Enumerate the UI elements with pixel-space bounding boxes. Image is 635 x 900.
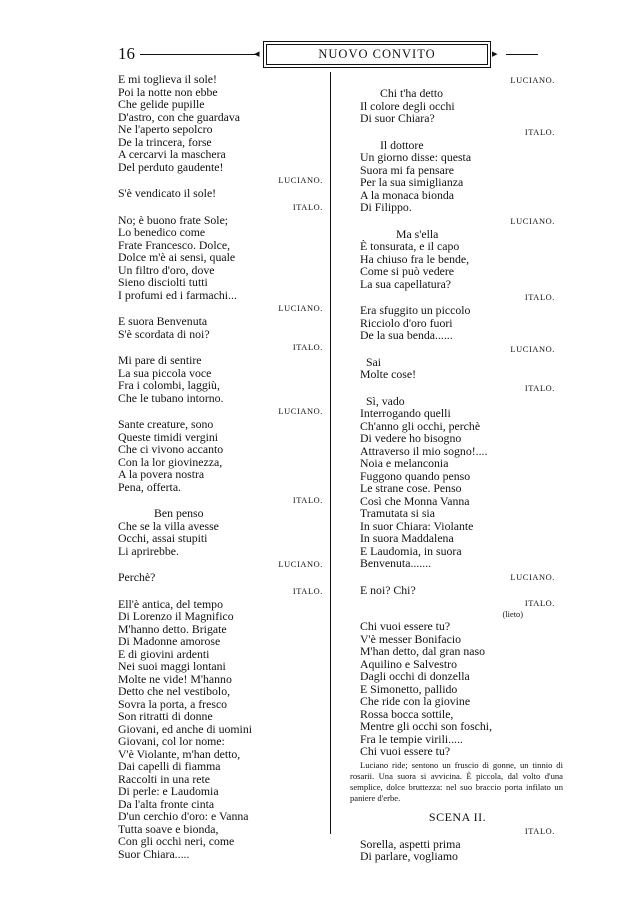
verse-line: Nei suoi maggi lontani [118, 659, 226, 673]
verse-line: Molte ne vide! M'hanno [118, 671, 232, 686]
verse-line: M'han detto, dal gran naso [360, 644, 485, 658]
verse-line: Sovra la porta, a fresco [118, 696, 228, 711]
verse-line: La sua capellatura? [360, 276, 452, 291]
verse-line: Li aprirebbe. [118, 543, 179, 558]
verse-line: Dai capelli di fiamma [118, 759, 221, 773]
verse-line: Ma s'ella [396, 226, 439, 241]
verse-line: Molte cose! [360, 367, 417, 381]
column-divider [330, 72, 331, 834]
verse-line: Per la sua simiglianza [360, 175, 464, 189]
verse-line: Aquilino e Salvestro [360, 656, 457, 671]
page-number: 16 [118, 44, 135, 63]
verse-line: Che se la villa avesse [118, 518, 219, 533]
verse-line: Poi la notte non ebbe [118, 84, 218, 99]
header-rule-right [506, 54, 538, 55]
verse-line: Suor Chiara..... [118, 846, 190, 861]
verse-line: Di vedere ho bisogno [360, 431, 462, 445]
verse-line: Ell'è antica, del tempo [118, 596, 223, 611]
verse-line: Dagli occhi di donzella [360, 669, 470, 683]
verse-line: Fra i colombi, laggiù, [118, 378, 220, 392]
verse-line: Perchè? [118, 570, 156, 584]
verse-line: E Laudomia, in suora [360, 543, 462, 558]
verse-line: Sai [366, 354, 382, 369]
speaker-name: ITALO. [292, 202, 323, 212]
verse-line: Attraverso il mio sogno!.... [360, 443, 488, 458]
verse-line: Un filtro d'oro, dove [118, 262, 215, 277]
verse-line: Di Filippo. [360, 200, 412, 214]
verse-line: Queste timidi vergini [118, 429, 219, 444]
verse-line: In suor Chiara: Violante [360, 518, 474, 533]
verse-line: Come si può vedere [360, 264, 455, 278]
verse-line: Con gli occhi neri, come [118, 834, 235, 848]
verse-line: Un giorno disse: questa [360, 150, 472, 164]
speaker-name: ITALO. [292, 586, 323, 596]
speaker-name: ITALO. [524, 383, 555, 393]
verse-line: A la monaca bionda [360, 187, 455, 202]
speaker-name: ITALO. [524, 127, 555, 137]
speaker-name: LUCIANO. [510, 344, 555, 354]
speaker-name: LUCIANO. [278, 176, 323, 185]
verse-line: V'è Violante, m'han detto, [118, 746, 241, 761]
verse-line: S'è scordata di noi? [118, 326, 210, 341]
speaker-name: LUCIANO. [278, 560, 323, 569]
stage-direction-note: (lieto) [502, 610, 523, 619]
verse-line: Da l'alta fronte cinta [118, 796, 215, 811]
verse-line: Ne l'aperto sepolcro [118, 122, 213, 136]
verse-line: D'astro, con che guardava [118, 109, 241, 124]
ornament-left-icon: ◂ [254, 48, 260, 60]
verse-line: Sieno disciolti tutti [118, 275, 208, 289]
speaker-name: LUCIANO. [278, 407, 323, 416]
speaker-name: ITALO. [292, 496, 323, 505]
verse-line: V'è messer Bonifacio [360, 631, 462, 646]
ornament-right-icon: ▸ [492, 48, 498, 60]
verse-line: Di Lorenzo il Magnifico [118, 609, 234, 623]
verse-line: Chi vuoi essere tu? [360, 619, 451, 633]
speaker-name: LUCIANO. [278, 304, 323, 313]
verse-line: Di perle: e Laudomia [118, 784, 219, 798]
verse-line: Ben penso [154, 506, 204, 520]
verse-line: Mentre gli occhi son foschi, [360, 719, 493, 733]
speaker-name: LUCIANO. [510, 572, 555, 582]
verse-line: Con la lor giovinezza, [118, 454, 223, 469]
speaker-name: LUCIANO. [510, 216, 555, 226]
speaker-name: ITALO. [524, 599, 555, 608]
verse-line: Che ci vivono accanto [118, 442, 224, 456]
verse-line: Mi pare di sentire [118, 353, 202, 367]
verse-line: Tramutata si sia [360, 506, 435, 520]
verse-line: È tonsurata, e il capo [360, 239, 460, 253]
left-text-column [118, 73, 323, 860]
verse-line: Rossa bocca sottile, [360, 706, 454, 721]
verse-line: Di parlare, vogliamo [360, 849, 458, 863]
running-header [118, 44, 538, 68]
verse-line: Era sfuggito un piccolo [360, 303, 471, 317]
verse-line: Che ride con la giovine [360, 694, 471, 708]
verse-line: Tutta soave e bionda, [118, 821, 219, 836]
verse-line: Del perduto gaudente! [118, 159, 224, 174]
verse-line: S'è vendicato il sole! [118, 186, 217, 200]
verse-line: Che gelide pupille [118, 97, 205, 111]
verse-line: Ch'anno gli occhi, perchè [360, 418, 481, 433]
verse-line: Fuggono quando penso [360, 468, 471, 483]
verse-line: Che le tubano intorno. [118, 390, 224, 405]
speaker-name: LUCIANO. [510, 76, 555, 85]
scene-heading: SCENA II. [428, 809, 487, 824]
verse-line: Detto che nel vestibolo, [118, 684, 231, 698]
verse-line: I profumi ed i farmachi... [118, 287, 237, 302]
verse-line: Il colore degli occhi [360, 98, 455, 113]
verse-line: Le strane cose. Penso [360, 481, 462, 495]
verse-line: La sua piccola voce [118, 365, 212, 380]
verse-line: No; è buono frate Sole; [118, 212, 229, 227]
verse-line: Di Madonne amorose [118, 634, 221, 648]
verse-line: Benvenuta....... [360, 556, 432, 570]
verse-line: Sante creature, sono [118, 417, 214, 431]
verse-line: E di giovini ardenti [118, 646, 210, 661]
stage-direction: Luciano ride; sentono un fruscio di gonne, un tinnio di rosarii. Una suora si avvicina. È piccola, dal volto d'una semplice, dolce bruttezza: nel suo braccio porta infilato un paniere d'erbe. [350, 759, 563, 803]
verse-line: Sì, vado [366, 393, 405, 408]
verse-line: A la povera nostra [118, 467, 205, 481]
speaker-name: ITALO. [292, 343, 323, 352]
verse-line: De la sua benda...... [360, 328, 453, 342]
verse-line: Ha chiuso fra le bende, [360, 251, 470, 266]
right-text-column [350, 73, 563, 863]
speaker-name: ITALO. [524, 826, 555, 836]
verse-line: E noi? Chi? [360, 582, 416, 597]
verse-line: Son ritratti di donne [118, 709, 213, 723]
verse-line: Chi t'ha detto [380, 86, 444, 100]
verse-line: De la trincera, forse [118, 134, 212, 149]
verse-line: Lo benedico come [118, 225, 206, 239]
verse-line: M'hanno detto. Brigate [118, 621, 227, 636]
verse-line: Frate Francesco. Dolce, [118, 237, 231, 252]
verse-line: Ricciolo d'oro fuori [360, 315, 453, 330]
verse-line: Così che Monna Vanna [360, 493, 470, 508]
verse-line: Interrogando quelli [360, 406, 451, 420]
journal-title: NUOVO CONVITO [266, 44, 488, 65]
verse-line: Raccolti in una rete [118, 771, 211, 786]
verse-line: Suora mi fa pensare [360, 162, 455, 177]
verse-line: Dolce m'è ai sensi, quale [118, 250, 236, 264]
verse-line: Sorella, aspetti prima [360, 836, 461, 851]
verse-line: Il dottore [380, 137, 424, 152]
verse-line: E suora Benvenuta [118, 314, 208, 328]
verse-line: Pena, offerta. [118, 479, 181, 494]
verse-line: D'un cerchio d'oro: e Vanna [118, 809, 249, 823]
header-rule-left [140, 54, 258, 55]
verse-line: A cercarvi la maschera [118, 147, 226, 161]
verse-line: Di suor Chiara? [360, 111, 435, 125]
verse-line: Giovani, col lor nome: [118, 734, 225, 748]
verse-line: In suora Maddalena [360, 531, 454, 545]
verse-line: E Simonetto, pallido [360, 681, 458, 696]
verse-line: Giovani, ed anche di uomini [118, 721, 252, 736]
verse-line: Noia e melanconia [360, 456, 449, 470]
verse-line: Fra le tempie virili..... [360, 731, 463, 746]
verse-line: Chi vuoi essere tu? [360, 744, 451, 758]
verse-line: Occhi, assai stupiti [118, 531, 208, 545]
verse-line: E mi toglieva il sole! [118, 72, 217, 86]
speaker-name: ITALO. [524, 293, 555, 302]
